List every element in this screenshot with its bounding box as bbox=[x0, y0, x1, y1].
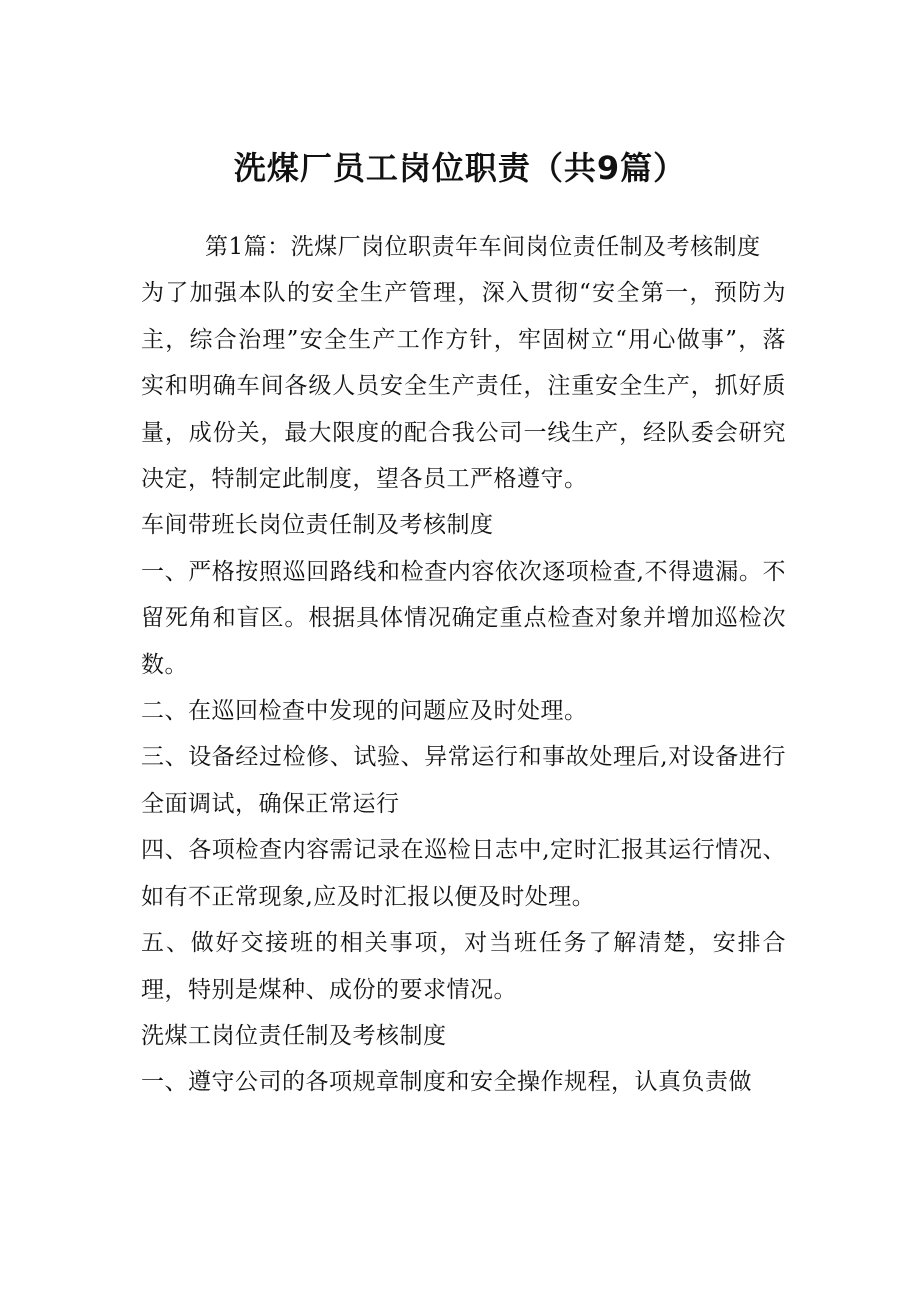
document-title: 洗煤厂员工岗位职责（共9篇） bbox=[233, 149, 687, 187]
section-heading-coal-washer: 洗煤工岗位责任制及考核制度 bbox=[141, 1022, 447, 1049]
shift-leader-item-4: 四、各项检查内容需记录在巡检日志中,定时汇报其运行情况、如有不正常现象,应及时汇报以便及时处理。 bbox=[141, 837, 786, 910]
section-heading-shift-leader: 车间带班长岗位责任制及考核制度 bbox=[141, 512, 494, 539]
shift-leader-item-5: 五、做好交接班的相关事项，对当班任务了解清楚，安排合理，特别是煤种、成份的要求情况。 bbox=[141, 930, 786, 1003]
chapter-heading: 第1篇：洗煤厂岗位职责年车间岗位责任制及考核制度 bbox=[205, 234, 761, 260]
shift-leader-item-2: 二、在巡回检查中发现的问题应及时处理。 bbox=[141, 698, 588, 725]
document-body bbox=[141, 224, 786, 1106]
coal-washer-item-1: 一、遵守公司的各项规章制度和安全操作规程，认真负责做 bbox=[141, 1069, 752, 1096]
intro-paragraph: 为了加强本队的安全生产管理，深入贯彻“安全第一，预防为主，综合治理”安全生产工作方针，牢固树立“用心做事”，落实和明确车间各级人员安全生产责任，注重安全生产，抓好质量，成份关，最大限度的配合我公司一线生产，经队委会研究决定，特制定此制度，望各员工严格遵守。 bbox=[141, 280, 786, 493]
shift-leader-item-3: 三、设备经过检修、试验、异常运行和事故处理后,对设备进行全面调试，确保正常运行 bbox=[141, 744, 786, 817]
shift-leader-item-1: 一、严格按照巡回路线和检查内容依次逐项检查,不得遗漏。不留死角和盲区。根据具体情况确定重点检查对象并增加巡检次数。 bbox=[141, 558, 786, 678]
